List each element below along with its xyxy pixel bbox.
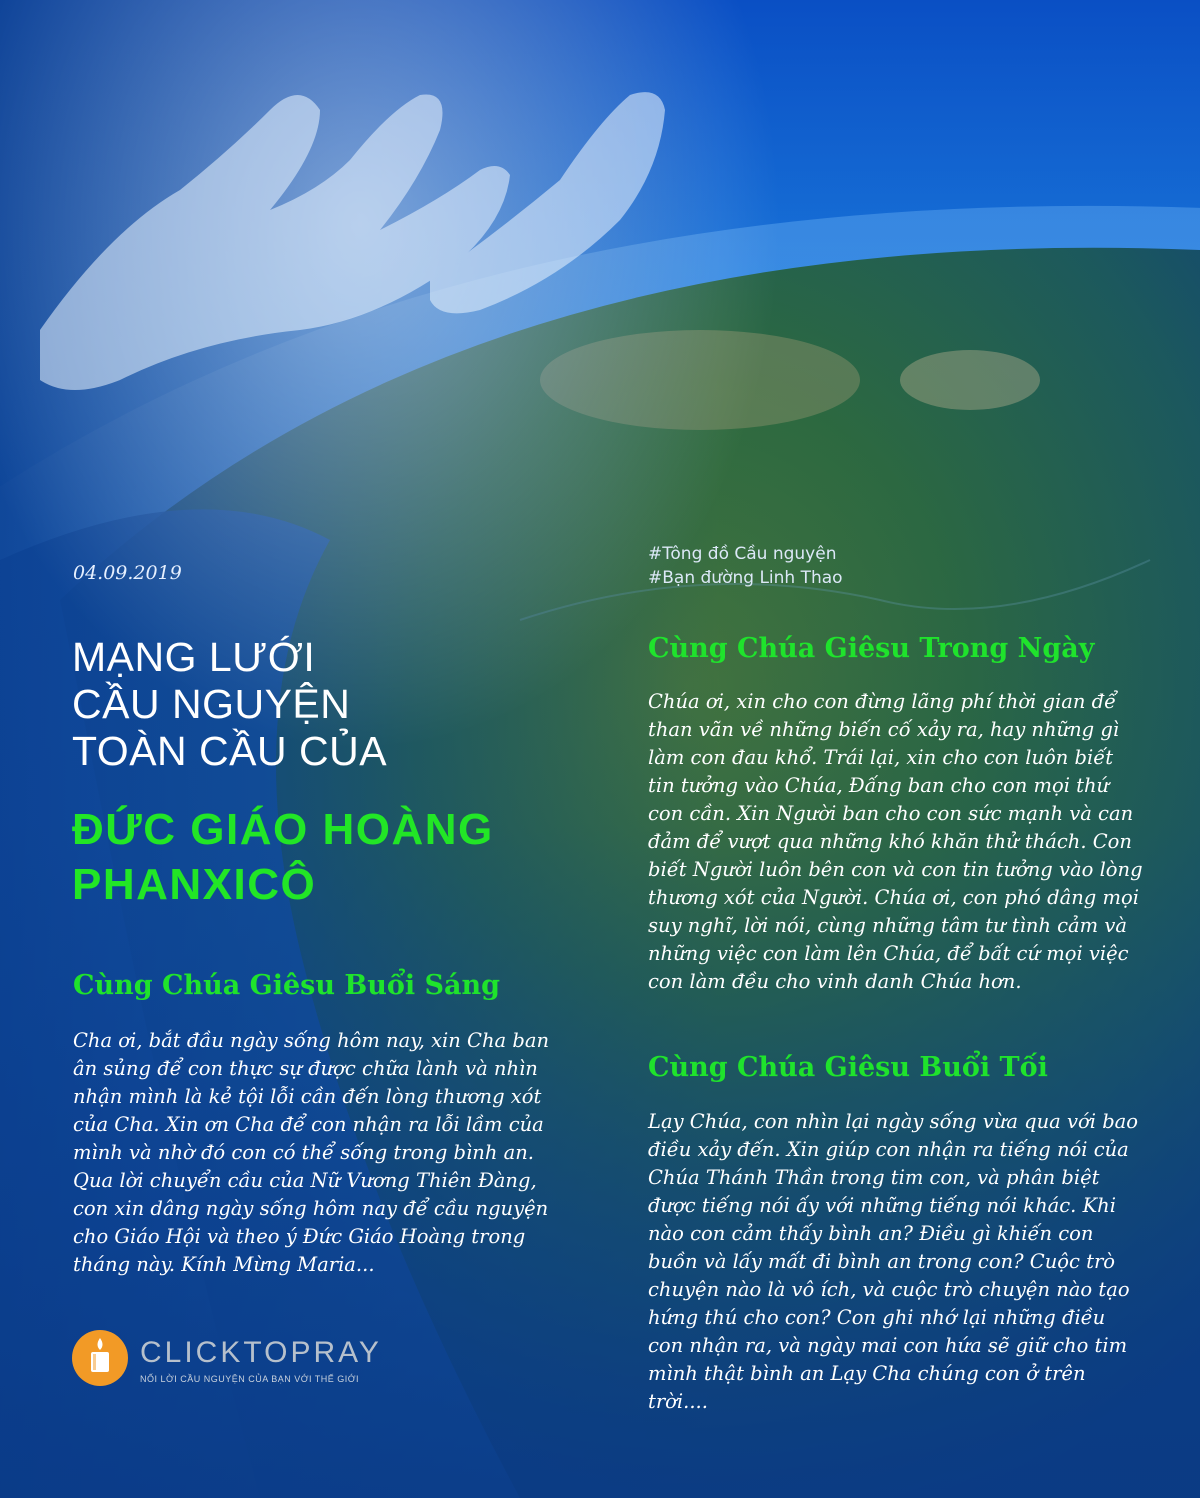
hashtag-list [648,542,843,590]
poster-title [72,634,387,775]
poster-title-highlight [72,802,494,912]
morning-heading: Cùng Chúa Giêsu Buổi Sáng [73,970,501,1001]
evening-prayer-text: Lạy Chúa, con nhìn lại ngày sống vừa qua với bao điều xảy đến. Xin giúp con nhận ra tiếng nói của Chúa Thánh Thần trong tim con, và phân biệt được tiếng nói ấy với những tiếng nói khác. Khi nào con cảm thấy bình an? Điều gì khiến con buồn và lấy mất đi bình an trong con? Cuộc trò chuyện nào là vô ích, và cuộc trò chuyện nào tạo hứng thú cho con? Con ghi nhớ lại những điều con nhận ra, và ngày mai con hứa sẽ giữ cho tim mình thật bình an Lạy Cha chúng con ở trên trời.... [648,1110,1139,1413]
day-heading: Cùng Chúa Giêsu Trong Ngày [648,633,1095,664]
date-label: 04.09.2019 [73,562,182,584]
evening-heading: Cùng Chúa Giêsu Buổi Tối [648,1052,1048,1083]
hashtag: #Bạn đường Linh Thao [648,568,843,588]
title-highlight-line: ĐỨC GIÁO HOÀNG [72,805,494,854]
day-prayer-text: Chúa ơi, xin cho con đừng lãng phí thời gian để than vãn về những biến cố xảy ra, hay những gì làm con đau khổ. Trái lại, xin cho con luôn biết tin tưởng vào Chúa, Đấng ban cho con mọi thứ con cần. Xin Người ban cho con sức mạnh và can đảm để vượt qua những khó khăn thử thách. Con biết Người luôn bên con và con tin tưởng vào lòng thương xót của Người. Chúa ơi, con phó dâng mọi suy nghĩ, lời nói, cùng những tâm tư tình cảm và những việc con làm lên Chúa, để bất cứ mọi việc con làm đều cho vinh danh Chúa hơn. [648,690,1143,993]
morning-prayer-text: Cha ơi, bắt đầu ngày sống hôm nay, xin Cha ban ân sủng để con thực sự được chữa lành và nhìn nhận mình là kẻ tội lỗi cần đến lòng thương xót của Cha. Xin ơn Cha để con nhận ra lỗi lầm của mình và nhờ đó con có thể sống trong bình an. Qua lời chuyển cầu của Nữ Vương Thiên Đàng, con xin dâng ngày sống hôm nay để cầu nguyện cho Giáo Hội và theo ý Đức Giáo Hoàng trong tháng này. Kính Mừng Maria... [73,1029,550,1276]
logo-tagline: NỐI LỜI CẦU NGUYỆN CỦA BẠN VỚI THẾ GIỚI [140,1374,360,1384]
title-line: MẠNG LƯỚI [72,634,316,680]
hashtag: #Tông đồ Cầu nguyện [648,544,837,564]
title-line: TOÀN CẦU CỦA [72,728,388,774]
title-line: CẦU NGUYỆN [72,681,351,727]
candle-logo-icon [72,1330,128,1386]
logo-name: CLICKTOPRAY [140,1336,382,1369]
title-highlight-line: PHANXICÔ [72,860,317,909]
